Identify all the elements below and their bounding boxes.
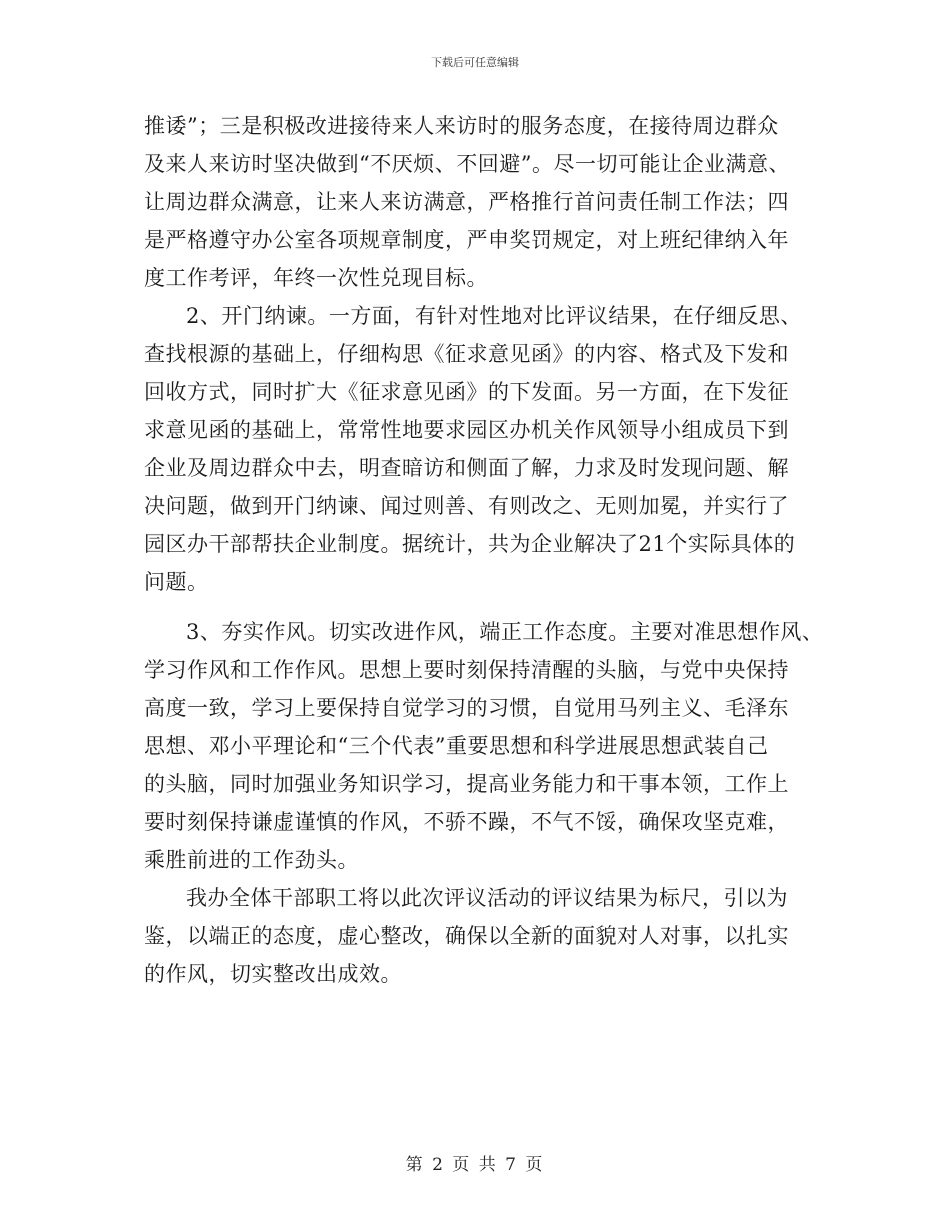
text-line: 要时刻保持谦虚谨慎的作风，不骄不躁，不气不馁，确保攻坚克难， (144, 810, 789, 834)
text-line: 推诿”；三是积极改进接待来人来访时的服务态度，在接待周边群众 (144, 114, 779, 138)
text-line: 的头脑，同时加强业务知识学习，提高业务能力和干事本领，工作上 (144, 772, 789, 796)
text-line: 学习作风和工作作风。思想上要时刻保持清醒的头脑，与党中央保持 (144, 658, 789, 682)
page-header-note: 下载后可任意编辑 (431, 56, 519, 69)
text-line: 度工作考评，年终一次性兑现目标。 (144, 266, 488, 290)
paragraph-start-line: 我办全体干部职工将以此次评议活动的评议结果为标尺，引以为 (186, 886, 788, 910)
paragraph-start-line: 3、夯实作风。切实改进作风，端正工作态度。主要对准思想作风、 (186, 620, 824, 644)
text-line: 鉴，以端正的态度，虚心整改，确保以全新的面貌对人对事，以扎实 (144, 924, 789, 948)
text-line: 是严格遵守办公室各项规章制度，严申奖罚规定，对上班纪律纳入年 (144, 228, 789, 252)
text-line: 高度一致，学习上要保持自觉学习的习惯，自觉用马列主义、毛泽东 (144, 696, 789, 720)
text-line: 企业及周边群众中去，明查暗访和侧面了解，力求及时发现问题、解 (144, 456, 789, 480)
text-line: 及来人来访时坚决做到“不厌烦、不回避”。尽一切可能让企业满意、 (144, 152, 790, 176)
text-line: 思想、邓小平理论和“三个代表”重要思想和科学进展思想武装自己 (144, 734, 769, 758)
text-line: 求意见函的基础上，常常性地要求园区办机关作风领导小组成员下到 (144, 418, 789, 442)
text-line: 查找根源的基础上，仔细构思《征求意见函》的内容、格式及下发和 (144, 342, 789, 366)
text-line: 回收方式，同时扩大《征求意见函》的下发面。另一方面，在下发征 (144, 380, 789, 404)
text-line: 乘胜前进的工作劲头。 (144, 848, 359, 872)
page-number: 第 2 页 共 7 页 (405, 1155, 545, 1175)
text-line: 的作风，切实整改出成效。 (144, 962, 402, 986)
text-line: 问题。 (144, 570, 209, 594)
paragraph-start-line: 2、开门纳谏。一方面，有针对性地对比评议结果，在仔细反思、 (186, 304, 802, 328)
text-line: 决问题，做到开门纳谏、闻过则善、有则改之、无则加冕，并实行了 (144, 494, 789, 518)
text-line: 园区办干部帮扶企业制度。据统计，共为企业解决了21个实际具体的 (144, 532, 796, 556)
text-line: 让周边群众满意，让来人来访满意，严格推行首问责任制工作法；四 (144, 190, 789, 214)
